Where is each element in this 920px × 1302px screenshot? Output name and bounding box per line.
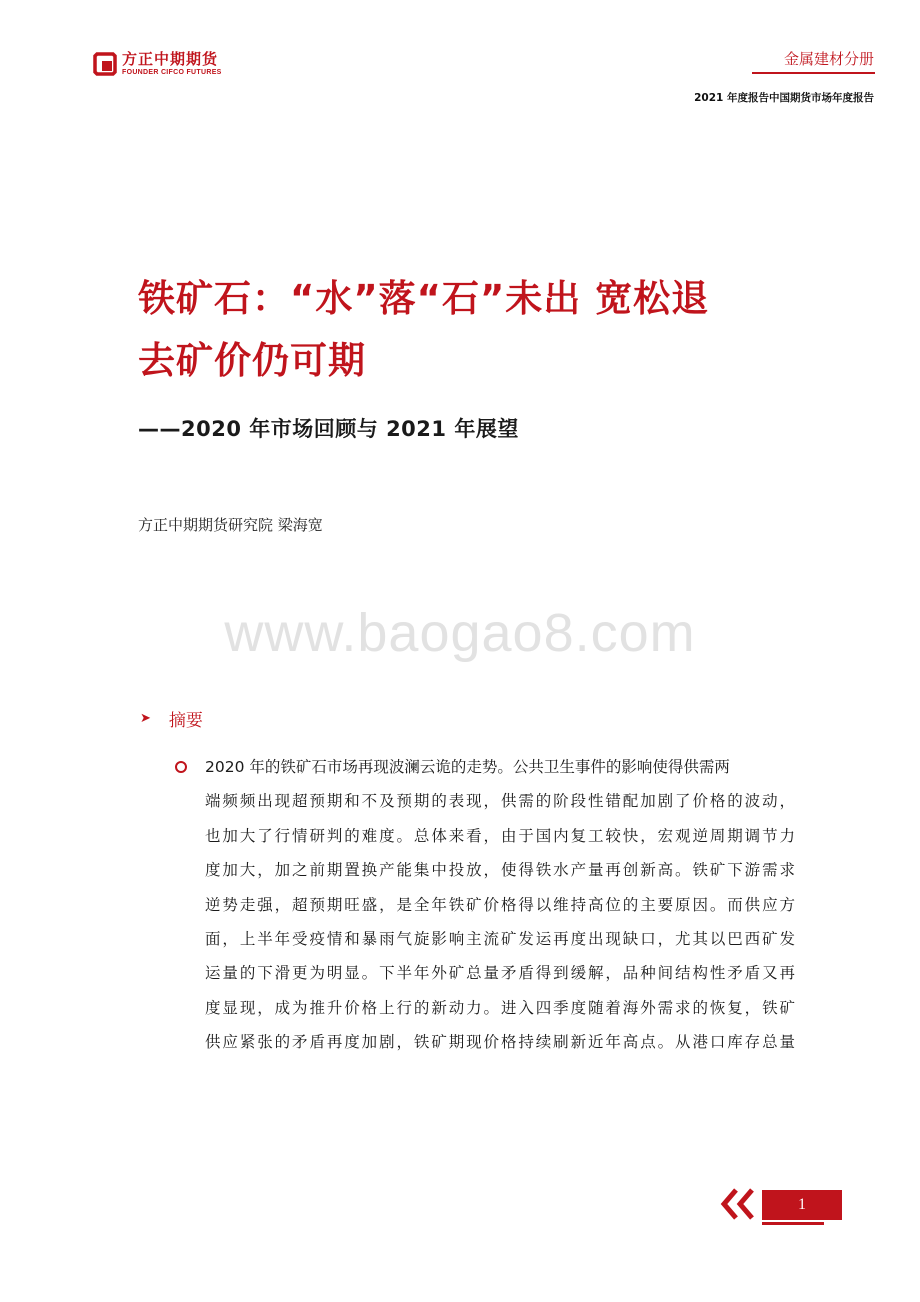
title-line-1: 铁矿石：“水”落“石”未出 宽松退 <box>138 277 710 320</box>
summary-line: 也加大了行情研判的难度。总体来看，由于国内复工较快，宏观逆周期调节力 <box>205 826 795 845</box>
document-subtitle: ——2020 年市场回顾与 2021 年展望 <box>138 417 519 441</box>
logo-chinese-name: 方正中期期货 <box>122 50 219 68</box>
circle-bullet-icon <box>175 761 187 773</box>
author-line: 方正中期期货研究院 梁海宽 <box>138 516 323 534</box>
summary-line: 2020 年的铁矿石市场再现波澜云诡的走势。公共卫生事件的影响使得供需两 <box>205 758 730 776</box>
summary-line: 端频频出现超预期和不及预期的表现，供需的阶段性错配加剧了价格的波动， <box>205 792 795 811</box>
summary-line: 度加大，加之前期置换产能集中投放，使得铁水产量再创新高。铁矿下游需求 <box>205 861 795 880</box>
summary-line: 逆势走强，超预期旺盛，是全年铁矿价格得以维持高位的主要原因。而供应方 <box>205 895 795 914</box>
summary-paragraph <box>205 750 795 1060</box>
company-logo <box>93 51 222 77</box>
title-line-2: 去矿价仍可期 <box>138 339 366 382</box>
summary-line: 运量的下滑更为明显。下半年外矿总量矛盾得到缓解，品种间结构性矛盾又再 <box>205 964 795 983</box>
header-divider <box>752 72 875 74</box>
summary-line: 度显现，成为推升价格上行的新动力。进入四季度随着海外需求的恢复，铁矿 <box>205 998 795 1017</box>
founder-logo-icon <box>93 52 117 76</box>
footer-rule <box>762 1222 824 1225</box>
double-chevron-left-icon <box>718 1186 762 1222</box>
arrow-bullet-icon: ➤ <box>140 711 151 726</box>
watermark: www.baogao8.com <box>224 603 696 663</box>
report-series-line: 2021 年度报告中国期货市场年度报告 <box>694 92 874 104</box>
summary-line: 供应紧张的矛盾再度加剧，铁矿期现价格持续刷新近年高点。从港口库存总量 <box>205 1033 795 1052</box>
division-label: 金属建材分册 <box>783 50 874 68</box>
summary-line: 面，上半年受疫情和暴雨气旋影响主流矿发运再度出现缺口，尤其以巴西矿发 <box>205 930 795 949</box>
section-heading-summary <box>140 706 203 731</box>
logo-english-name: FOUNDER CIFCO FUTURES <box>122 69 222 76</box>
document-title <box>138 268 798 392</box>
page-number: 1 <box>762 1190 842 1220</box>
section-heading-label: 摘要 <box>168 711 203 731</box>
